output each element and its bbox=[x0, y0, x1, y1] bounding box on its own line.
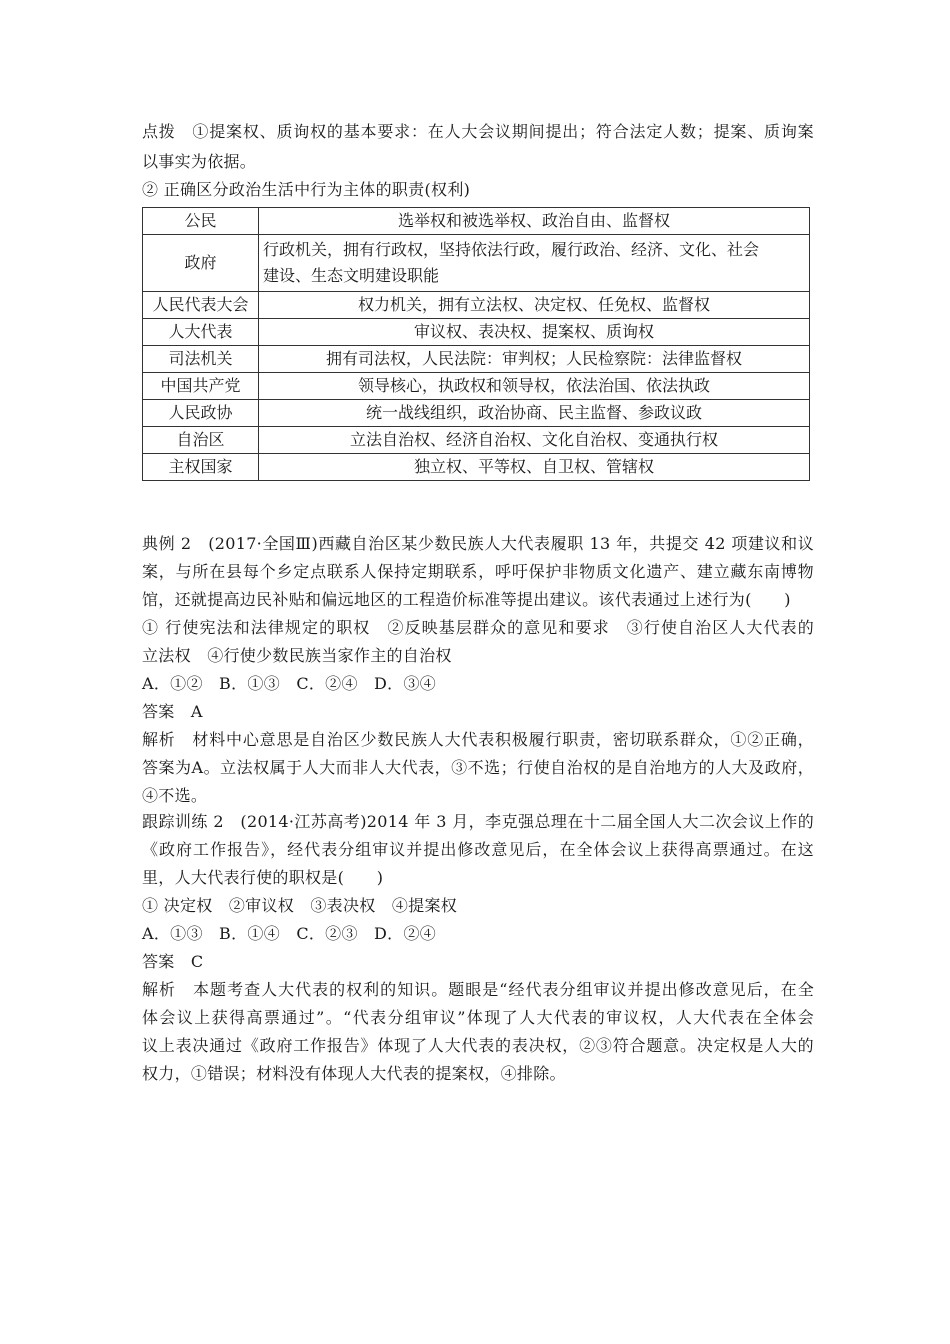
table-row bbox=[143, 454, 810, 481]
subject-cell: 主权国家 bbox=[143, 454, 259, 481]
table-row bbox=[143, 400, 810, 427]
tip-line-2: 以事实为依据。 bbox=[142, 152, 257, 171]
table-row bbox=[143, 292, 810, 319]
practice-2-analysis-2: 体会议上获得高票通过”。“代表分组审议”体现了人大代表的审议权，人大代表在全体会 bbox=[142, 1008, 814, 1027]
table-row bbox=[143, 427, 810, 454]
practice-2-options: A．①③ B．①④ C．②③ D．②④ bbox=[142, 924, 437, 943]
example-2-line-2: 案，与所在县每个乡定点联系人保持定期联系，呼吁保护非物质文化遗产、建立藏东南博物 bbox=[142, 562, 814, 581]
duty-line: 建设、生态文明建设职能 bbox=[263, 266, 440, 285]
example-2-line-5: 立法权 ④行使少数民族当家作主的自治权 bbox=[142, 646, 452, 665]
example-2-options: A．①② B．①③ C．②④ D．③④ bbox=[142, 674, 437, 693]
practice-2-analysis-1: 解析 本题考查人大代表的权利的知识。题眼是“经代表分组审议并提出修改意见后，在全 bbox=[142, 980, 814, 999]
example-2-analysis-1: 解析 材料中心意思是自治区少数民族人大代表积极履行职责，密切联系群众，①②正确， bbox=[142, 730, 814, 749]
table-row bbox=[143, 208, 810, 235]
duties-table bbox=[142, 207, 810, 481]
duty-cell: 选举权和被选举权、政治自由、监督权 bbox=[259, 208, 810, 235]
table-row bbox=[143, 373, 810, 400]
subject-cell: 人民代表大会 bbox=[143, 292, 259, 319]
table-row bbox=[143, 346, 810, 373]
table-row bbox=[143, 235, 810, 292]
subject-cell: 自治区 bbox=[143, 427, 259, 454]
practice-2-analysis-3: 议上表决通过《政府工作报告》体现了人大代表的表决权，②③符合题意。决定权是人大的 bbox=[142, 1036, 814, 1055]
practice-2-line-3: 里，人大代表行使的职权是( ) bbox=[142, 868, 384, 887]
subject-cell: 公民 bbox=[143, 208, 259, 235]
practice-2-analysis-4: 权力，①错误；材料没有体现人大代表的提案权，④排除。 bbox=[142, 1064, 566, 1083]
example-2-line-1: 典例 2 (2017·全国Ⅲ)西藏自治区某少数民族人大代表履职 13 年，共提交 42 项建议和议 bbox=[142, 534, 814, 553]
subject-cell: 人大代表 bbox=[143, 319, 259, 346]
duty-cell: 统一战线组织，政治协商、民主监督、参政议政 bbox=[259, 400, 810, 427]
duty-cell: 拥有司法权，人民法院：审判权；人民检察院：法律监督权 bbox=[259, 346, 810, 373]
tip-line-3: ② 正确区分政治生活中行为主体的职责(权利) bbox=[142, 180, 471, 199]
practice-2-line-2: 《政府工作报告》，经代表分组审议并提出修改意见后，在全体会议上获得高票通过。在这 bbox=[142, 840, 814, 859]
subject-cell: 司法机关 bbox=[143, 346, 259, 373]
duty-cell: 立法自治权、经济自治权、文化自治权、变通执行权 bbox=[259, 427, 810, 454]
duty-cell: 独立权、平等权、自卫权、管辖权 bbox=[259, 454, 810, 481]
practice-2-answer: 答案 C bbox=[142, 952, 204, 971]
duty-cell: 审议权、表决权、提案权、质询权 bbox=[259, 319, 810, 346]
table-row bbox=[143, 319, 810, 346]
duty-cell: 权力机关，拥有立法权、决定权、任免权、监督权 bbox=[259, 292, 810, 319]
example-2-analysis-2: 答案为A。立法权属于人大而非人大代表，③不选；行使自治权的是自治地方的人大及政府， bbox=[142, 758, 814, 777]
duty-cell: 领导核心，执政权和领导权，依法治国、依法执政 bbox=[259, 373, 810, 400]
practice-2-line-4: ① 决定权 ②审议权 ③表决权 ④提案权 bbox=[142, 896, 458, 915]
duty-cell bbox=[259, 235, 810, 292]
example-2-line-4: ① 行使宪法和法律规定的职权 ②反映基层群众的意见和要求 ③行使自治区人大代表的 bbox=[142, 618, 814, 637]
duty-line: 行政机关，拥有行政权，坚持依法行政，履行政治、经济、文化、社会 bbox=[263, 240, 760, 259]
tip-line-1: 点拨 ①提案权、质询权的基本要求：在人大会议期间提出；符合法定人数；提案、质询案 bbox=[142, 122, 814, 141]
subject-cell: 政府 bbox=[143, 235, 259, 292]
subject-cell: 人民政协 bbox=[143, 400, 259, 427]
example-2-line-3: 馆，还就提高边民补贴和偏远地区的工程造价标准等提出建议。该代表通过上述行为( ) bbox=[142, 590, 791, 609]
practice-2-line-1: 跟踪训练 2 (2014·江苏高考)2014 年 3 月，李克强总理在十二届全国人大二次会议上作的 bbox=[142, 812, 814, 831]
example-2-analysis-3: ④不选。 bbox=[142, 786, 208, 805]
subject-cell: 中国共产党 bbox=[143, 373, 259, 400]
example-2-answer: 答案 A bbox=[142, 702, 203, 721]
